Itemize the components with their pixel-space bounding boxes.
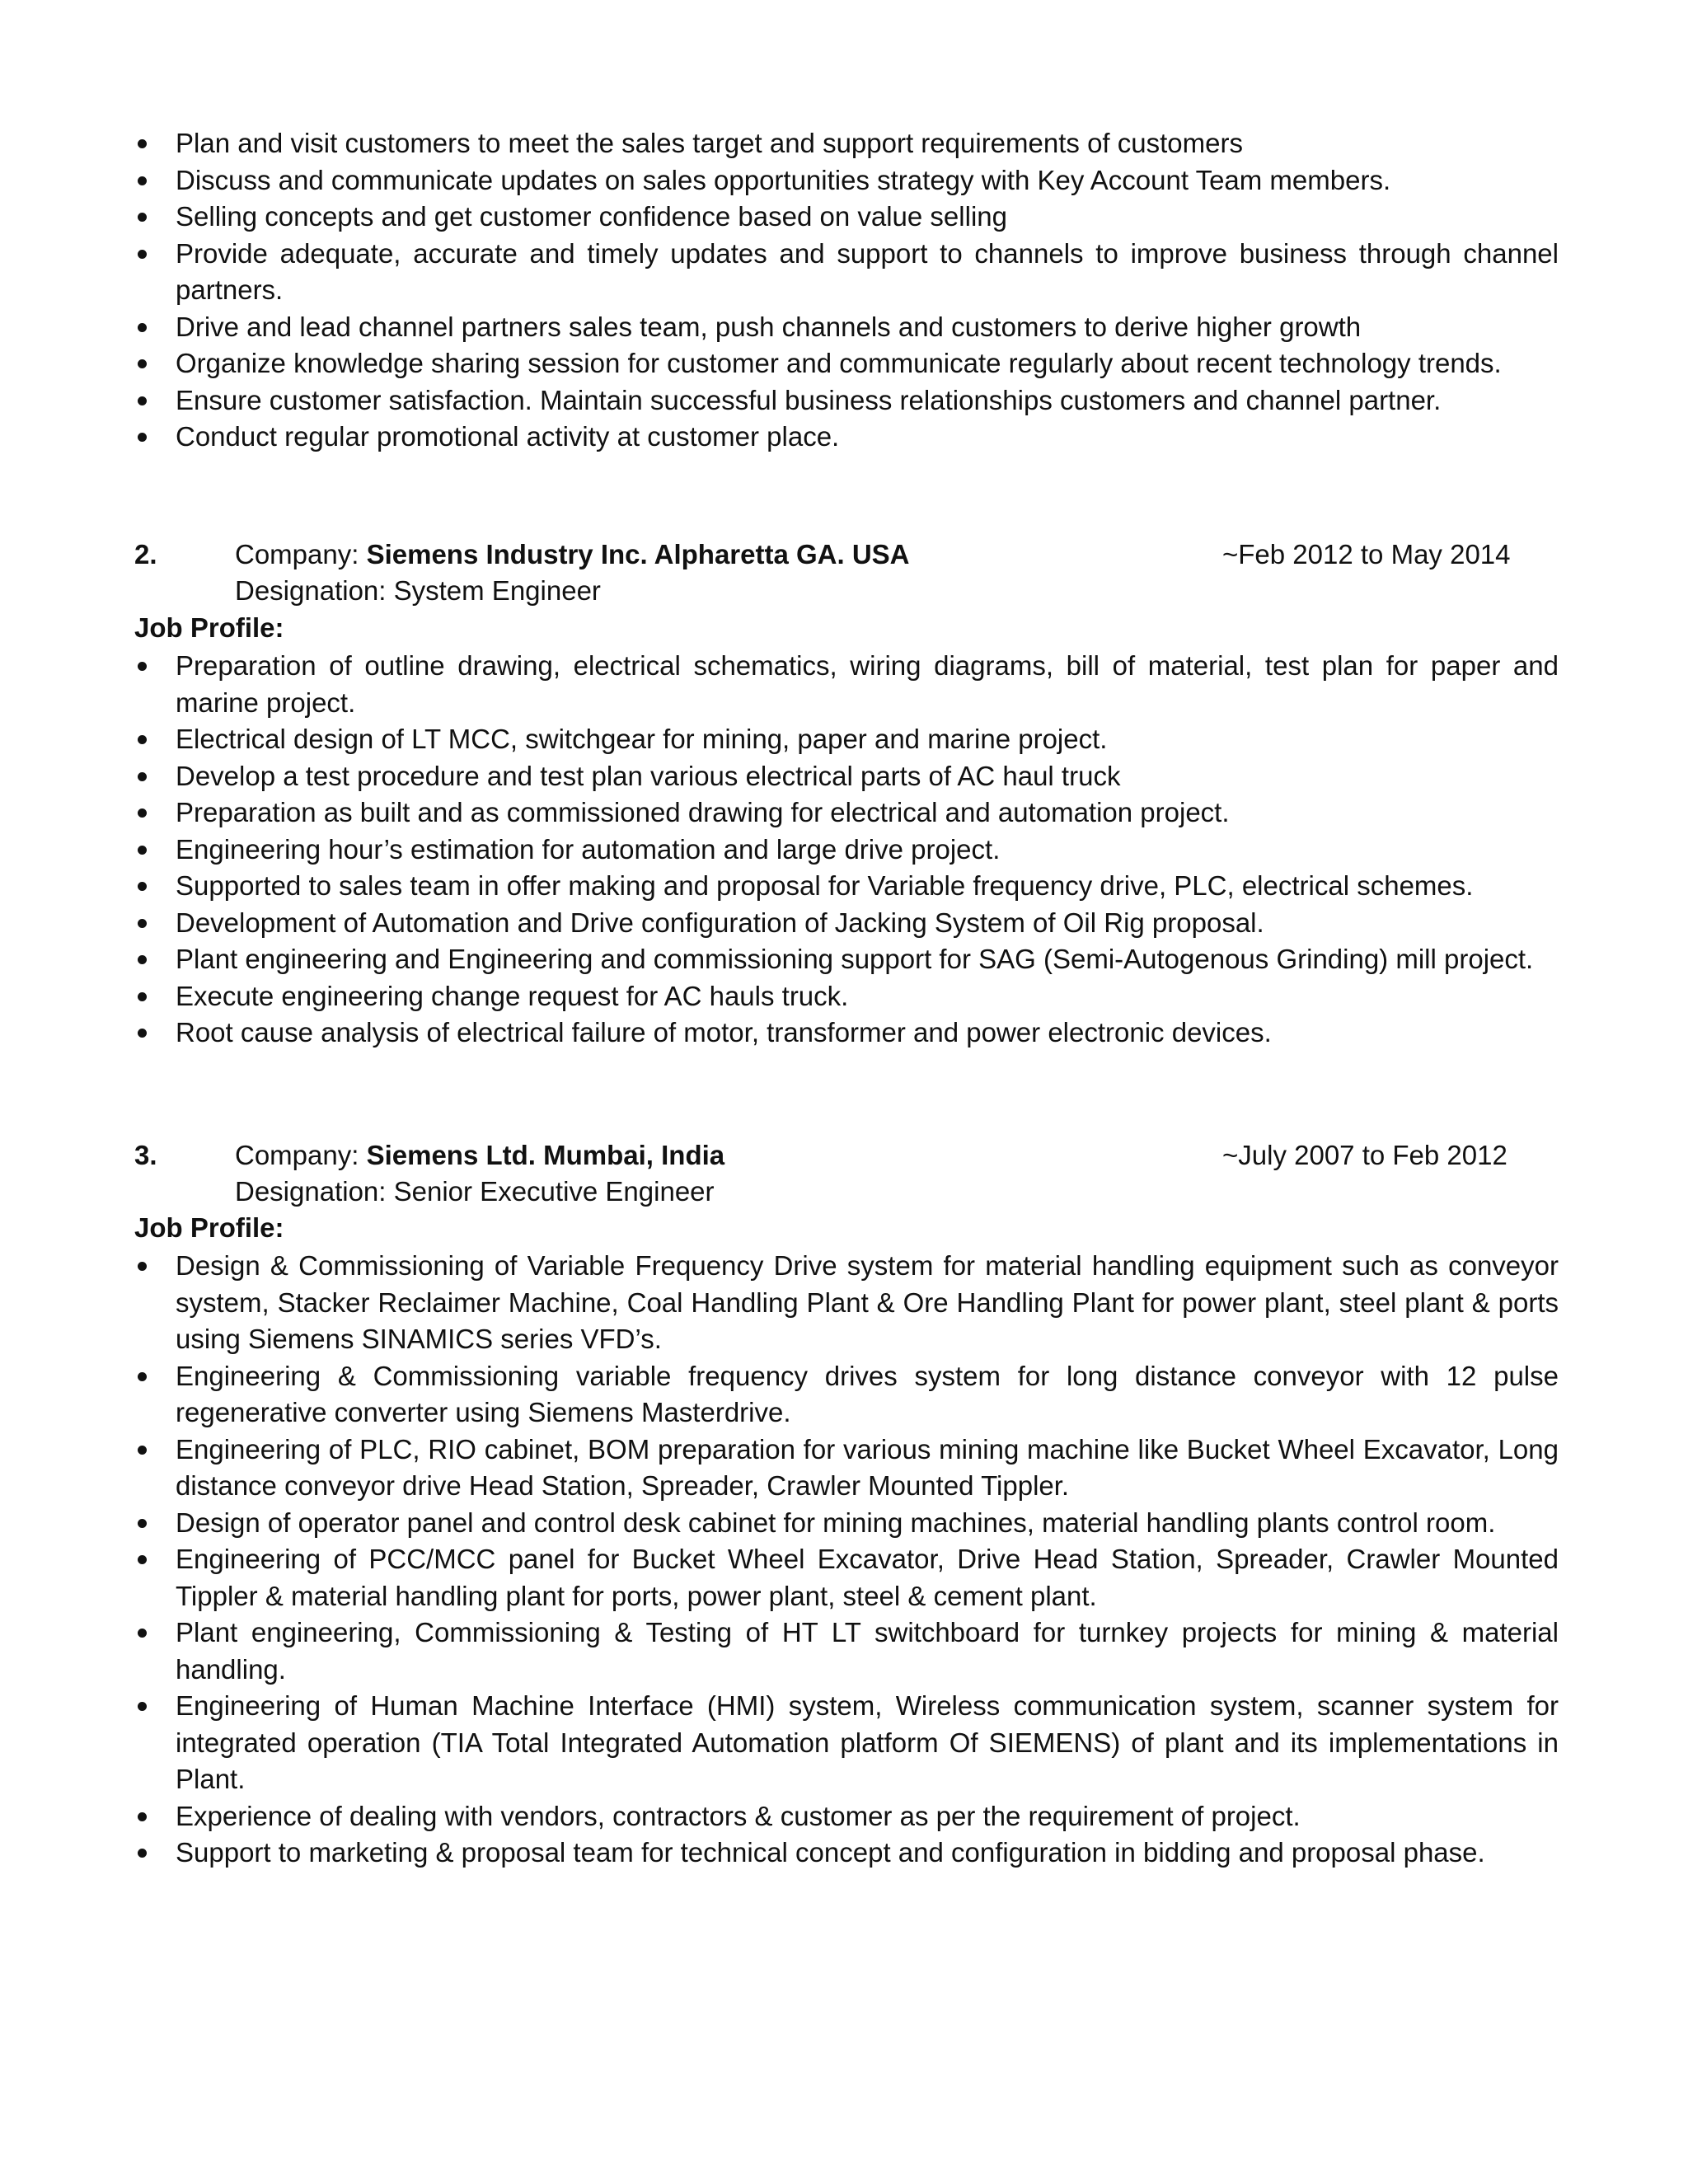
bullet-icon <box>138 882 147 891</box>
list-item <box>134 648 1559 721</box>
bullet-icon <box>138 433 147 442</box>
bullet-text: Design of operator panel and control desk cabinet for mining machines, material handling plants control room. <box>176 1507 1496 1538</box>
job-profile-label: Job Profile: <box>134 1212 284 1243</box>
job-header-3 <box>134 1137 1559 1174</box>
bullet-icon <box>138 1812 147 1821</box>
bullet-text: Root cause analysis of electrical failure of motor, transformer and power electronic devices. <box>176 1017 1272 1047</box>
bullet-icon <box>138 1446 147 1455</box>
company-label: Company: <box>235 1140 367 1170</box>
job-profile-label: Job Profile: <box>134 612 284 643</box>
company-name: Siemens Ltd. Mumbai, India <box>366 1140 725 1170</box>
bullet-text: Plant engineering and Engineering and commissioning support for SAG (Semi-Autogenous Grinding) mill project. <box>176 944 1534 974</box>
job-number: 3. <box>134 1140 157 1170</box>
bullet-text: Support to marketing & proposal team for technical concept and configuration in bidding and proposal phase. <box>176 1837 1485 1868</box>
list-item <box>134 758 1559 795</box>
bullet-text: Plant engineering, Commissioning & Testing of HT LT switchboard for turnkey projects for mining & material handling. <box>176 1617 1559 1685</box>
bullet-icon <box>138 250 147 259</box>
bullet-icon <box>138 808 147 818</box>
list-item <box>134 832 1559 869</box>
bullet-icon <box>138 359 147 368</box>
bullet-icon <box>138 1849 147 1858</box>
list-item <box>134 1432 1559 1505</box>
list-item <box>134 868 1559 905</box>
bullet-icon <box>138 213 147 222</box>
bullet-text: Engineering hour’s estimation for automation and large drive project. <box>176 833 1001 865</box>
list-item <box>134 199 1559 236</box>
bullet-text: Design & Commissioning of Variable Frequency Drive system for material handling equipment such as conveyor system, Stacker Reclaimer Machine, Coal Handling Plant & Ore Handling Plant for power plant, steel plant & ports using Siemens SINAMICS series VFD’s. <box>176 1250 1559 1354</box>
bullet-text: Execute engineering change request for AC hauls truck. <box>176 980 849 1011</box>
list-item <box>134 1835 1559 1872</box>
bullet-text: Development of Automation and Drive configuration of Jacking System of Oil Rig proposal. <box>176 907 1264 938</box>
list-item <box>134 1015 1559 1052</box>
list-item <box>134 721 1559 758</box>
list-item <box>134 1505 1559 1542</box>
bullet-text: Experience of dealing with vendors, contractors & customer as per the requirement of project. <box>176 1800 1301 1831</box>
bullet-text: Preparation of outline drawing, electrical schematics, wiring diagrams, bill of material, test plan for paper and marine project. <box>176 650 1559 718</box>
bullet-text: Conduct regular promotional activity at customer place. <box>176 421 840 452</box>
bullet-text: Selling concepts and get customer confidence based on value selling <box>176 201 1007 232</box>
bullet-icon <box>138 1629 147 1638</box>
bullet-text: Organize knowledge sharing session for customer and communicate regularly about recent technology trends. <box>176 348 1502 378</box>
list-item <box>134 309 1559 346</box>
bullet-icon <box>138 919 147 928</box>
bullet-icon <box>138 846 147 855</box>
bullet-icon <box>138 1372 147 1381</box>
bullet-text: Plan and visit customers to meet the sales target and support requirements of customers <box>176 128 1243 158</box>
bullet-icon <box>138 735 147 744</box>
bullet-text: Ensure customer satisfaction. Maintain successful business relationships customers and channel partner. <box>176 384 1442 415</box>
job-designation: Designation: Senior Executive Engineer <box>235 1176 715 1207</box>
bullet-text: Engineering & Commissioning variable frequency drives system for long distance conveyor with 12 pulse regenerative converter using Siemens Masterdrive. <box>176 1360 1559 1427</box>
bullet-icon <box>138 1519 147 1528</box>
list-item <box>134 905 1559 942</box>
bullet-icon <box>138 176 147 185</box>
bullet-icon <box>138 1555 147 1564</box>
list-item <box>134 794 1559 832</box>
bullet-icon <box>138 955 147 964</box>
bullet-text: Preparation as built and as commissioned drawing for electrical and automation project. <box>176 797 1230 827</box>
bullet-text: Supported to sales team in offer making and proposal for Variable frequency drive, PLC, electrical schemes. <box>176 870 1474 901</box>
list-item <box>134 419 1559 456</box>
intro-bullet-list <box>134 125 1559 456</box>
list-item <box>134 125 1559 162</box>
job-header-2 <box>134 537 1559 573</box>
job-designation: Designation: System Engineer <box>235 575 601 606</box>
list-item <box>134 382 1559 419</box>
list-item <box>134 162 1559 199</box>
bullet-text: Provide adequate, accurate and timely updates and support to channels to improve business through channel partners. <box>176 237 1559 305</box>
bullet-text: Engineering of PLC, RIO cabinet, BOM preparation for various mining machine like Bucket Wheel Excavator, Long distance conveyor drive Head Station, Spreader, Crawler Mounted Tippler. <box>176 1433 1559 1501</box>
company-line <box>235 1137 724 1174</box>
bullet-text: Drive and lead channel partners sales team, push channels and customers to derive higher growth <box>176 311 1362 342</box>
bullet-icon <box>138 662 147 671</box>
list-item <box>134 1615 1559 1688</box>
bullet-text: Discuss and communicate updates on sales opportunities strategy with Key Account Team members. <box>176 164 1391 195</box>
list-item <box>134 1248 1559 1358</box>
bullet-text: Develop a test procedure and test plan various electrical parts of AC haul truck <box>176 760 1121 791</box>
company-line <box>235 537 910 573</box>
bullet-text: Engineering of PCC/MCC panel for Bucket Wheel Excavator, Drive Head Station, Spreader, Crawler Mounted Tippler & material handling plant for ports, power plant, steel & cement plant. <box>176 1544 1559 1611</box>
list-item <box>134 941 1559 978</box>
list-item <box>134 1798 1559 1835</box>
job-2-bullet-list <box>134 648 1559 1052</box>
company-name: Siemens Industry Inc. Alpharetta GA. USA <box>366 539 910 569</box>
job-number: 2. <box>134 539 157 569</box>
bullet-icon <box>138 1702 147 1711</box>
list-item <box>134 1688 1559 1798</box>
list-item <box>134 236 1559 309</box>
bullet-icon <box>138 772 147 781</box>
list-item <box>134 978 1559 1015</box>
bullet-icon <box>138 1029 147 1038</box>
bullet-text: Electrical design of LT MCC, switchgear for mining, paper and marine project. <box>176 724 1108 754</box>
company-label: Company: <box>235 539 367 569</box>
list-item <box>134 1541 1559 1615</box>
job-dates: ~Feb 2012 to May 2014 <box>1222 539 1511 569</box>
job-3-bullet-list <box>134 1248 1559 1872</box>
bullet-icon <box>138 1262 147 1271</box>
bullet-text: Engineering of Human Machine Interface (HMI) system, Wireless communication system, scanner system for integrated operation (TIA Total Integrated Automation platform Of SIEMENS) of plant and its implementations in Plant. <box>176 1690 1559 1794</box>
list-item <box>134 1358 1559 1432</box>
bullet-icon <box>138 139 147 148</box>
bullet-icon <box>138 323 147 332</box>
bullet-icon <box>138 396 147 405</box>
bullet-icon <box>138 992 147 1001</box>
job-dates: ~July 2007 to Feb 2012 <box>1222 1140 1507 1170</box>
list-item <box>134 345 1559 382</box>
